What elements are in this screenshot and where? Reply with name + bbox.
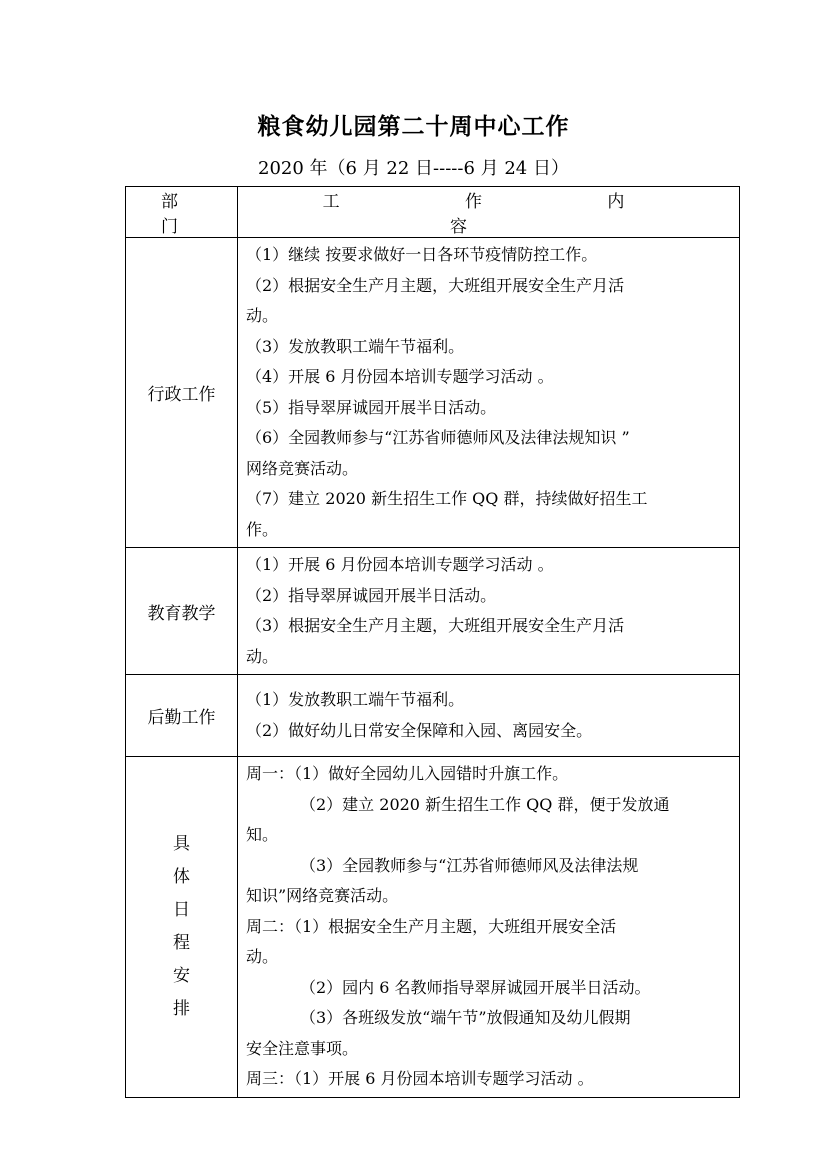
table-row [126, 757, 740, 1098]
content-line: （3）全园教师参与“江苏省师德师风及法律法规 [300, 855, 639, 875]
content-line: 周三：（1）开展 6 月份园本培训专题学习活动 。 [246, 1069, 594, 1088]
department-cell: 后勤工作 [126, 675, 238, 757]
content-line: （2）指导翠屏诚园开展半日活动。 [246, 585, 497, 605]
content-cell [238, 238, 740, 548]
content-line: （1）发放教职工端午节福利。 [246, 690, 465, 709]
content-line: （6）全园教师参与“江苏省师德师风及法律法规知识 ” [246, 428, 630, 447]
content-line: 作。 [246, 519, 279, 539]
table-row [126, 548, 740, 675]
content-line: （1）开展 6 月份园本培训专题学习活动 。 [246, 555, 554, 574]
content-line: （3）发放教职工端午节福利。 [246, 336, 465, 356]
page-title: 粮食幼儿园第二十周中心工作 [257, 114, 570, 140]
content-line: 动。 [246, 646, 279, 666]
table-header-row [126, 187, 740, 238]
department-cell: 行政工作 [126, 238, 238, 548]
content-line: 知。 [246, 825, 279, 844]
content-line: （2）建立 2020 新生招生工作 QQ 群，便于发放通 [300, 794, 670, 814]
date-range: 2020 年（6 月 22 日-----6 月 24 日） [258, 158, 569, 179]
content-cell [238, 548, 740, 675]
content-line: （3）各班级发放“端午节”放假通知及幼儿假期 [300, 1008, 631, 1027]
work-table [125, 186, 740, 1098]
content-line: 动。 [246, 947, 279, 966]
content-cell [238, 757, 740, 1098]
table-row [126, 675, 740, 757]
content-line: （2）根据安全生产月主题，大班组开展安全生产月活 [246, 275, 625, 295]
content-line: （3）根据安全生产月主题，大班组开展安全生产月活 [246, 616, 625, 635]
content-line: 网络竞赛活动。 [246, 458, 359, 478]
content-line: 动。 [246, 306, 279, 325]
department-cell: 教育教学 [126, 548, 238, 675]
content-line: 知识”网络竞赛活动。 [246, 886, 399, 905]
header-department: 部 门 [126, 187, 238, 238]
content-line: （7）建立 2020 新生招生工作 QQ 群，持续做好招生工 [246, 489, 648, 508]
content-line: （4）开展 6 月份园本培训专题学习活动 。 [246, 367, 554, 386]
content-line: 周二：（1）根据安全生产月主题，大班组开展安全活 [246, 916, 617, 936]
content-line: （5）指导翠屏诚园开展半日活动。 [246, 397, 497, 417]
content-line: 周一：（1）做好全园幼儿入园错时升旗工作。 [246, 764, 569, 783]
content-line: （2）园内 6 名教师指导翠屏诚园开展半日活动。 [300, 977, 651, 997]
content-line: （2）做好幼儿日常安全保障和入园、离园安全。 [246, 720, 593, 740]
header-content: 工 作 内 容 [238, 187, 740, 238]
content-cell [238, 675, 740, 757]
table-row [126, 238, 740, 548]
department-cell: 具体日程安排 [126, 757, 238, 1098]
content-line: （1）继续 按要求做好一日各环节疫情防控工作。 [246, 245, 598, 264]
content-line: 安全注意事项。 [246, 1038, 359, 1058]
